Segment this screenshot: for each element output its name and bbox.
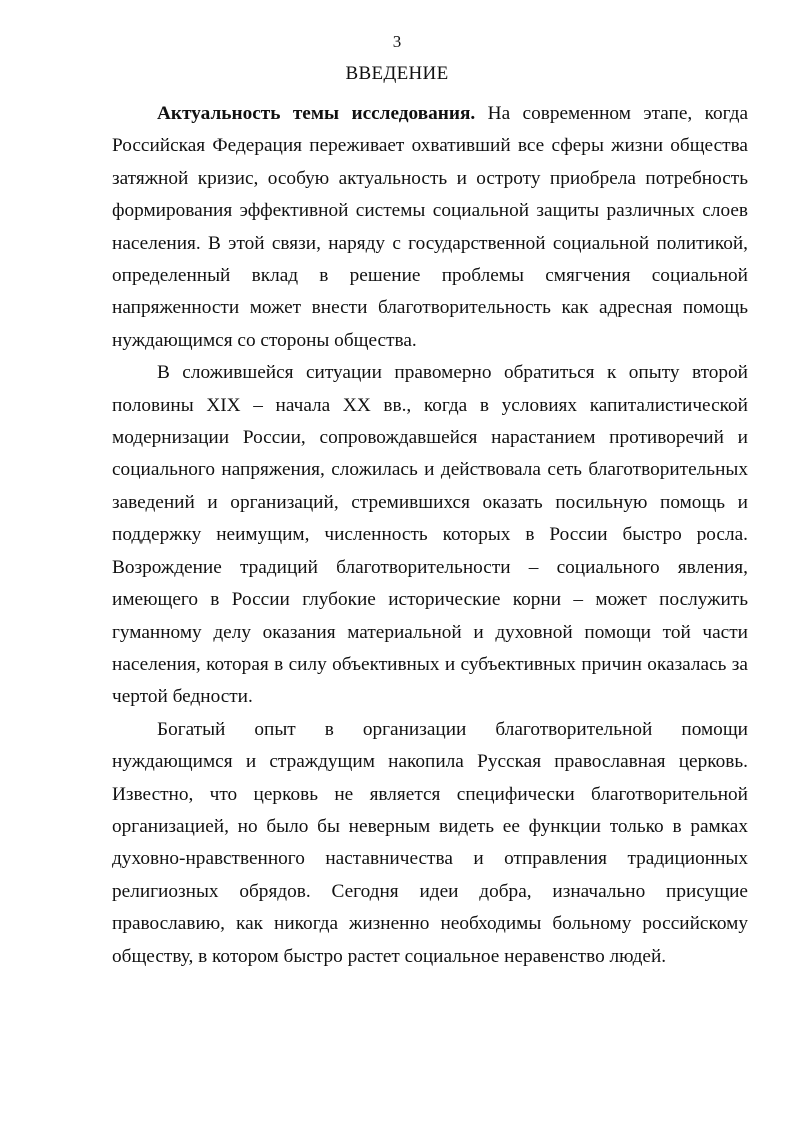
paragraph-2: В сложившейся ситуации правомерно обратиться к опыту второй половины XIX – начала XX вв., когда в условиях капиталистической модернизации России, сопровождавшейся нарастанием противоречий и социального напряжения, сложилась и действовала сеть благотворительных заведений и организаций, стремившихся оказать посильную помощь и поддержку неимущим, численность которых в России быстро росла. Возрождение традиций благотворительности – социального явления, имеющего в России глубокие исторические корни – может послужить гуманному делу оказания материальной и духовной помощи той части населения, которая в силу объективных и субъективных причин оказалась за чертой бедности. (112, 362, 748, 708)
paragraph-3: Богатый опыт в организации благотворительной помощи нуждающимся и страждущим накопила Русская православная церковь. Известно, что церковь не является специфически благотворительной организацией, но было бы неверным видеть ее функции только в рамках духовно-нравственного наставничества и отправления традиционных религиозных обрядов. Сегодня идеи добра, изначально присущие православию, как никогда жизненно необходимы больному российскому обществу, в котором быстро растет социальное неравенство людей. (112, 718, 748, 967)
page-number: 3 (392, 32, 402, 51)
body-text (112, 98, 748, 973)
paragraph-1-lead: Актуальность темы исследования. (157, 103, 476, 124)
paragraph-1 (112, 98, 748, 357)
page-title: ВВЕДЕНИЕ (345, 63, 449, 84)
paragraph-1-text: На современном этапе, когда Российская Федерация переживает охвативший все сферы жизни общества затяжной кризис, особую актуальность и остроту приобрела потребность формирования эффективной системы социальной защиты различных слоев населения. В этой связи, наряду с государственной социальной политикой, определенный вклад в решение проблемы смягчения социальной напряженности может внести благотворительность как адресная помощь нуждающимся со стороны общества. (112, 103, 749, 351)
